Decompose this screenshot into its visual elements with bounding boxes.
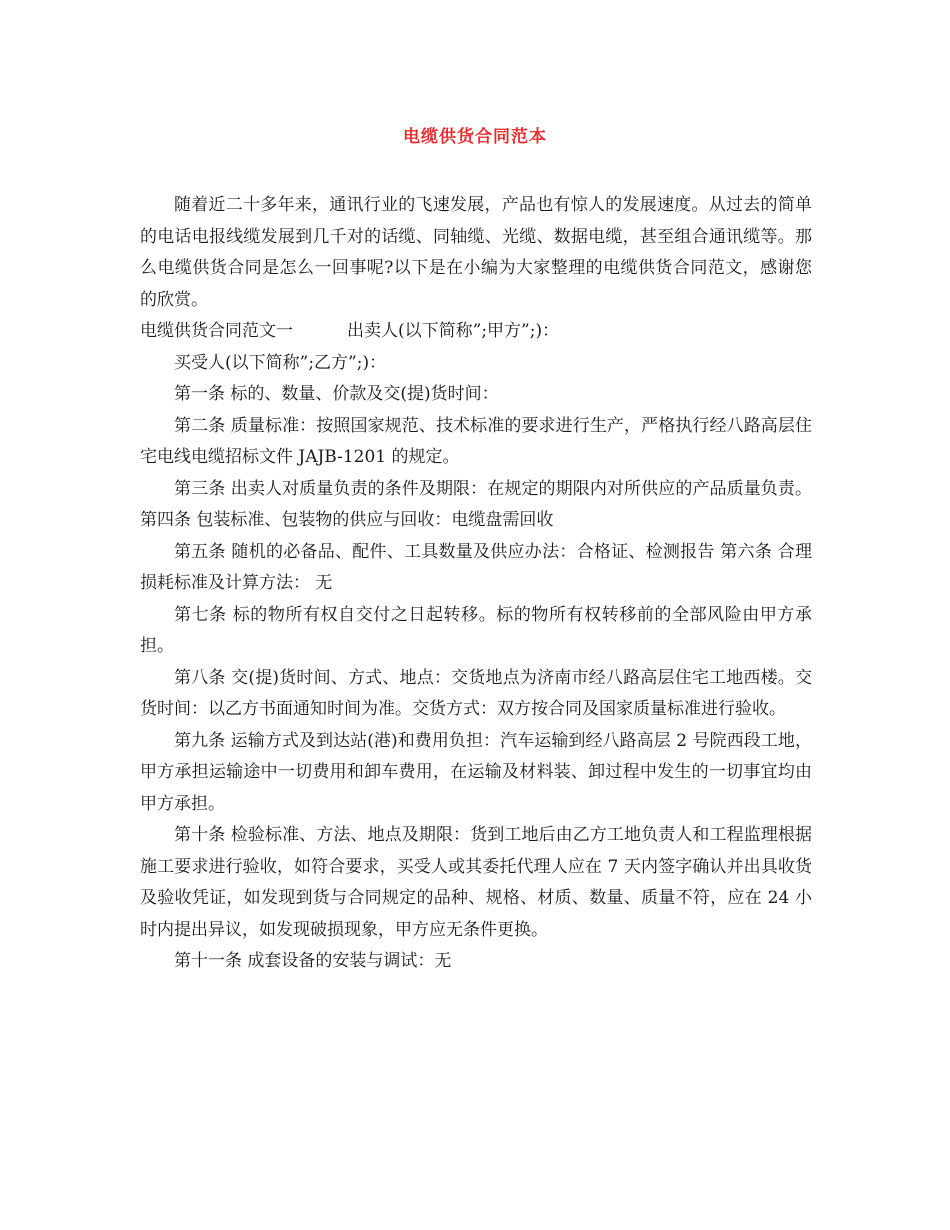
clause-7: 第七条 标的物所有权自交付之日起转移。标的物所有权转移前的全部风险由甲方承担。	[140, 604, 812, 656]
clause-9: 第九条 运输方式及到达站(港)和费用负担：汽车运输到经八路高层 2 号院西段工地，甲方承担运输途中一切费用和卸车费用，在运输及材料装、卸过程中发生的一切事宜均由甲方承担。	[140, 730, 812, 814]
clause-11: 第十一条 成套设备的安装与调试：无	[174, 951, 452, 971]
clause-1: 第一条 标的、数量、价款及交(提)货时间：	[174, 384, 499, 404]
document-body	[140, 190, 812, 978]
clause-10: 第十条 检验标准、方法、地点及期限：货到工地后由乙方工地负责人和工程监理根据施工要求进行验收，如符合要求，买受人或其委托代理人应在 7 天内签字确认并出具收货及验收凭证，如发现到货与合同规定的品种、规格、材质、数量、质量不符，应在 24 小时内提出异议，如发现破损现象，甲方应无条件更换。	[140, 825, 812, 940]
seller-line: 出卖人(以下简称”;甲方”;)：	[347, 321, 560, 341]
sample-heading-line	[140, 316, 812, 348]
clause-2: 第二条 质量标准：按照国家规范、技术标准的要求进行生产，严格执行经八路高层住宅电线电缆招标文件 JAJB-1201 的规定。	[140, 415, 812, 467]
clause-8: 第八条 交(提)货时间、方式、地点：交货地点为济南市经八路高层住宅工地西楼。交货时间：以乙方书面通知时间为准。交货方式：双方按合同及国家质量标准进行验收。	[140, 667, 812, 719]
intro-paragraph: 随着近二十多年来，通讯行业的飞速发展，产品也有惊人的发展速度。从过去的简单的电话电报线缆发展到几千对的话缆、同轴缆、光缆、数据电缆，甚至组合通讯缆等。那么电缆供货合同是怎么一回事呢?以下是在小编为大家整理的电缆供货合同范文，感谢您的欣赏。	[140, 195, 812, 310]
buyer-line: 买受人(以下简称”;乙方”;)：	[174, 352, 387, 373]
clause-3-4: 第三条 出卖人对质量负责的条件及期限：在规定的期限内对所供应的产品质量负责。 第四条 包装标准、包装物的供应与回收：电缆盘需回收	[140, 478, 812, 530]
clause-5-6: 第五条 随机的必备品、配件、工具数量及供应办法：合格证、检测报告 第六条 合理损耗标准及计算方法： 无	[140, 541, 812, 593]
document-title: 电缆供货合同范本	[403, 127, 547, 147]
sample-heading: 电缆供货合同范文一	[140, 321, 293, 341]
